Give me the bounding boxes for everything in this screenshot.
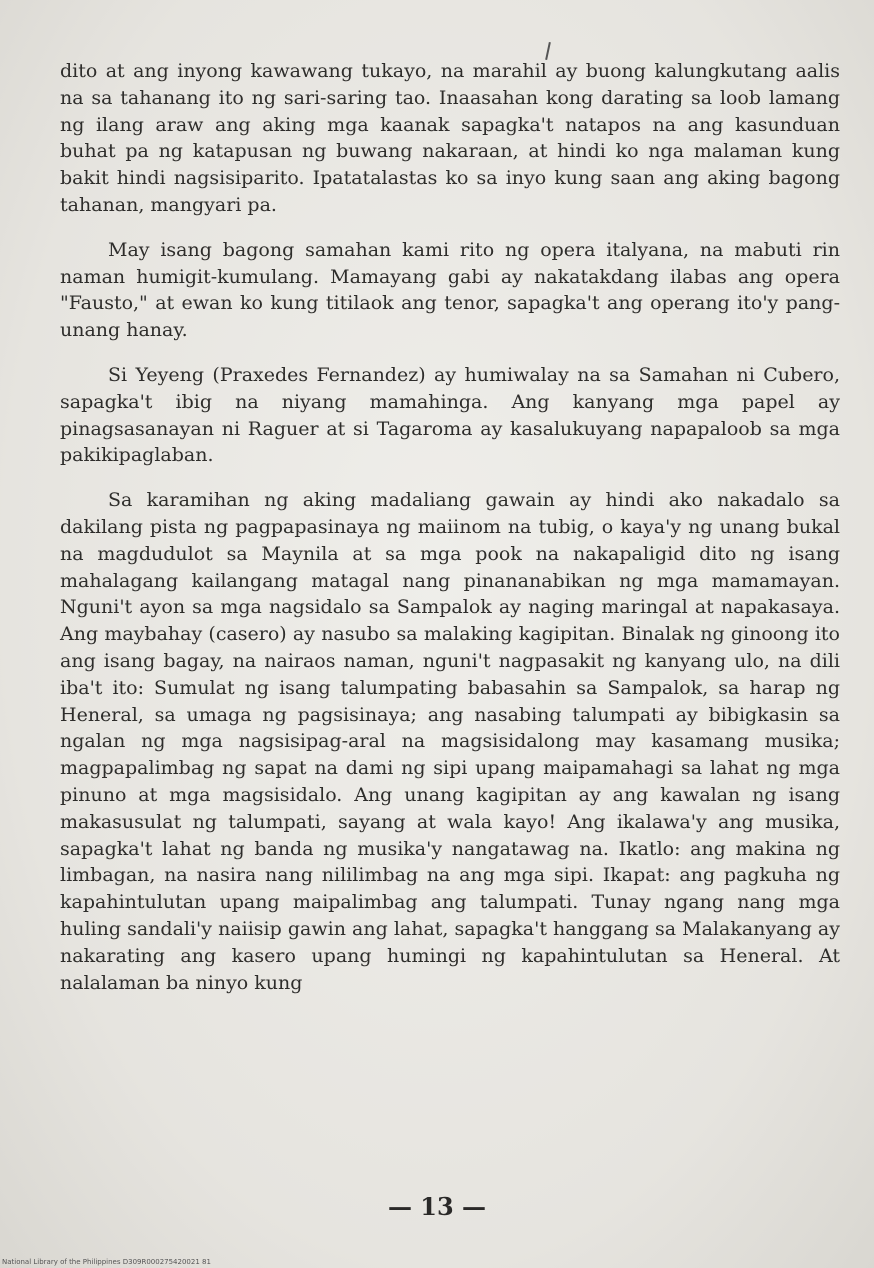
paragraph-2: May isang bagong samahan kami rito ng opera italyana, na mabuti rin naman humigit-kumulang. Mamayang gabi ay nakatakdang ilabas ang opera "Fausto," at ewan ko kung titilaok ang tenor, sapagka't ang operang ito'y pang-unang hanay. xyxy=(60,238,840,342)
page-number: — 13 — xyxy=(387,1192,487,1221)
paragraph-4: Sa karamihan ng aking madaliang gawain ay hindi ako nakadalo sa dakilang pista ng pagpapasinaya ng maiinom na tubig, o kaya'y ng unang bukal na magdudulot sa Maynila at sa mga pook na nakapaligid dito ng isang mahalagang kailangang matagal nang pinananabikan ng mga mamamayan. Nguni't ayon sa mga nagsidalo sa Sampalok ay naging maringal at napakasaya. Ang maybahay (casero) ay nasubo sa malaking kagipitan. Binalak ng ginoong ito ang isang bagay, na nairaos naman, nguni't nagpasakit ng kanyang ulo, na dili iba't ito: Sumulat ng isang talumpating babasahin sa Sampalok, sa harap ng Heneral, sa umaga ng pagsisinaya; ang nasabing talumpati ay bibigkasin sa ngalan ng mga nagsisipag-aral na magsisidalong may kasamang musika; magpapalimbag ng sapat na dami ng sipi upang maipamahagi sa lahat ng mga pinuno at mga magsisidalo. Ang unang kagipitan ay ang kawalan ng isang makasusulat ng talumpati, sayang at wala kayo! Ang ikalawa'y ang musika, sapagka't lahat ng banda ng musika'y nangatawag na. Ikatlo: ang makina ng limbagan, na nasira nang nililimbag na ang mga sipi. Ikapat: ang pagkuha ng kapahintulutan upang maipalimbag ang talumpati. Tunay ngang nang mga huling sandali'y naiisip gawin ang lahat, sapagka't hanggang sa Malakanyang ay nakarating ang kasero upang humingi ng kapahintulutan sa Heneral. At nalalaman ba ninyo kung xyxy=(60,489,840,994)
paragraph-3: Si Yeyeng (Praxedes Fernandez) ay humiwalay na sa Samahan ni Cubero, sapagka't ibig na niyang mamahinga. Ang kanyang mga papel ay pinagsasanayan ni Raguer at si Tagaroma ay kasalukuyang napapaloob sa mga pakikipaglaban. xyxy=(60,363,840,467)
footer-credit: National Library of the Philippines D309R000275420021 81 xyxy=(2,1258,211,1266)
paragraph-1: dito at ang inyong kawawang tukayo, na marahil ay buong kalungkutang aalis na sa tahanang ito ng sari-saring tao. Inaasahan kong darating sa loob lamang ng ilang araw ang aking mga kaanak sapagka't natapos na ang kasunduan buhat pa ng katapusan ng buwang nakaraan, at hindi ko nga malaman kung bakit hindi nagsisiparito. Ipatatalastas ko sa inyo kung saan ang aking bagong tahanan, mangyari pa. xyxy=(60,60,840,216)
body-text xyxy=(60,58,840,1014)
